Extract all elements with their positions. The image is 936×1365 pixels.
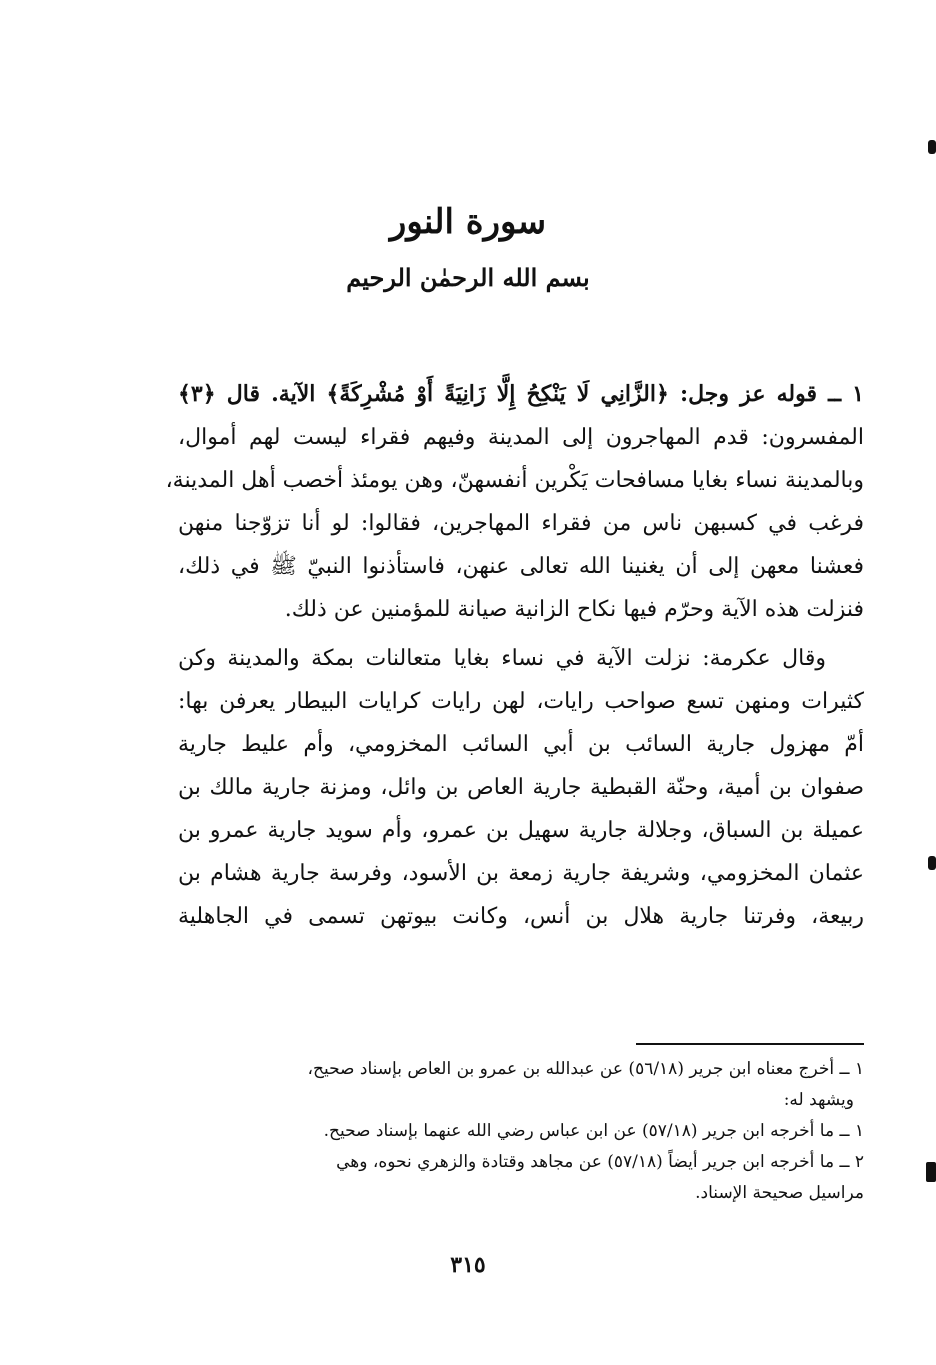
footnote-line: ويشهد له: [783,1090,854,1110]
footnote-divider [636,1043,864,1045]
main-text [165,373,864,938]
footnote-line: ١ ــ ما أخرجه ابن جرير (٥٧/١٨) عن ابن عباس رضي الله عنهما بإسناد صحيح. [323,1121,864,1141]
scan-edge-mark [928,140,936,154]
text-line: ١ ــ قوله عز وجل: ﴿الزَّانِي لَا يَنْكِحُ إِلَّا زَانِيَةً أَوْ مُشْرِكَةً﴾ الآية. قال ﴿٣﴾ [178,381,864,407]
footnote-line: ٢ ــ ما أخرجه ابن جرير أيضاً (٥٧/١٨) عن مجاهد وقتادة والزهري نحوه، وهي [336,1152,864,1172]
text-line: عميلة بن السباق، وجلالة جارية سهيل بن عمرو، وأم سويد جارية عمرو بن [178,818,864,843]
text-line: فعشنا معهن إلى أن يغنينا الله تعالى عنهن، فاستأذنوا النبيّ ﷺ في ذلك، [178,554,864,579]
paragraph-2 [178,637,864,938]
paragraph-1 [165,373,864,631]
surah-title: سورة النور [389,202,547,242]
text-line: أمّ مهزول جارية السائب بن أبي السائب المخزومي، وأم عليط جارية [178,732,864,757]
text-line: فنزلت هذه الآية وحرّم فيها نكاح الزانية صيانة للمؤمنين عن ذلك. [284,597,864,622]
basmala: بسم الله الرحمٰن الرحيم [346,263,590,292]
footnote-line: مراسيل صحيحة الإسناد. [695,1183,864,1203]
text-line: كثيرات ومنهن تسع صواحب رايات، لهن رايات كرايات البيطار يعرفن بها: [178,689,864,714]
scan-edge-mark [928,856,936,870]
text-line: ربيعة، وفرتنا جارية هلال بن أنس، وكانت بيوتهن تسمى في الجاهلية [178,904,864,929]
footnote-line: ١ ــ أخرج معناه ابن جرير (٥٦/١٨) عن عبدالله بن عمرو بن العاص بإسناد صحيح، [307,1059,864,1079]
text-line: وقال عكرمة: نزلت الآية في نساء بغايا متعالنات بمكة والمدينة وكن [178,646,826,671]
text-line: وبالمدينة نساء بغايا مسافحات يَكْرين أنفسهنّ، وهن يومئذ أخصب أهل المدينة، [165,468,864,493]
text-line: عثمان المخزومي، وشريفة جارية زمعة بن الأسود، وفرسة جارية هشام بن [178,861,864,886]
scan-edge-mark [926,1162,936,1182]
page-number: ٣١٥ [450,1252,486,1278]
text-line: المفسرون: قدم المهاجرون إلى المدينة وفيهم فقراء ليست لهم أموال، [178,425,864,450]
footnotes [178,1054,864,1209]
text-line: صفوان بن أمية، وحنّة القبطية جارية العاص بن وائل، ومزنة جارية مالك بن [178,775,864,800]
text-line: فرغب في كسبهن ناس من فقراء المهاجرين، فقالوا: لو أنا تزوّجنا منهن [178,511,864,536]
